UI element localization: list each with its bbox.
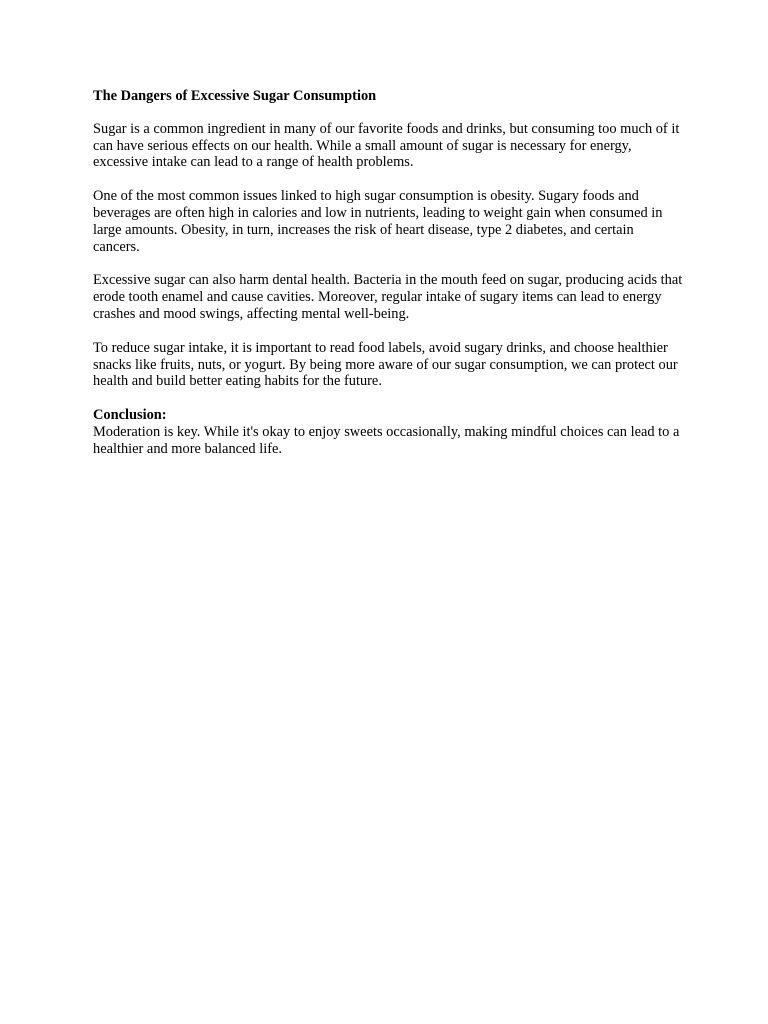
- conclusion-heading: Conclusion:: [93, 407, 167, 424]
- document-page: [93, 88, 683, 458]
- document-title: The Dangers of Excessive Sugar Consumption: [93, 88, 377, 104]
- paragraph-intro: Sugar is a common ingredient in many of our favorite foods and drinks, but consuming too much of it can have serious effects on our health. While a small amount of sugar is necessary for energy, excessive intake can lead to a range of health problems.: [93, 120, 680, 171]
- paragraph-dental-health: Excessive sugar can also harm dental health. Bacteria in the mouth feed on sugar, producing acids that erode tooth enamel and cause cavities. Moreover, regular intake of sugary items can lead to energy crashes and mood swings, affecting mental well-being.: [93, 272, 683, 322]
- paragraph-obesity: One of the most common issues linked to high sugar consumption is obesity. Sugary foods and beverages are often high in calories and low in nutrients, leading to weight gain when consumed in large amounts. Obesity, in turn, increases the risk of heart disease, type 2 diabetes, and certain cancers.: [93, 188, 663, 255]
- conclusion-text: Moderation is key. While it's okay to enjoy sweets occasionally, making mindful choices can lead to a healthier and more balanced life.: [93, 423, 680, 457]
- paragraph-reduce-intake: To reduce sugar intake, it is important to read food labels, avoid sugary drinks, and choose healthier snacks like fruits, nuts, or yogurt. By being more aware of our sugar consumption, we can protect our health and build better eating habits for the future.: [93, 339, 678, 390]
